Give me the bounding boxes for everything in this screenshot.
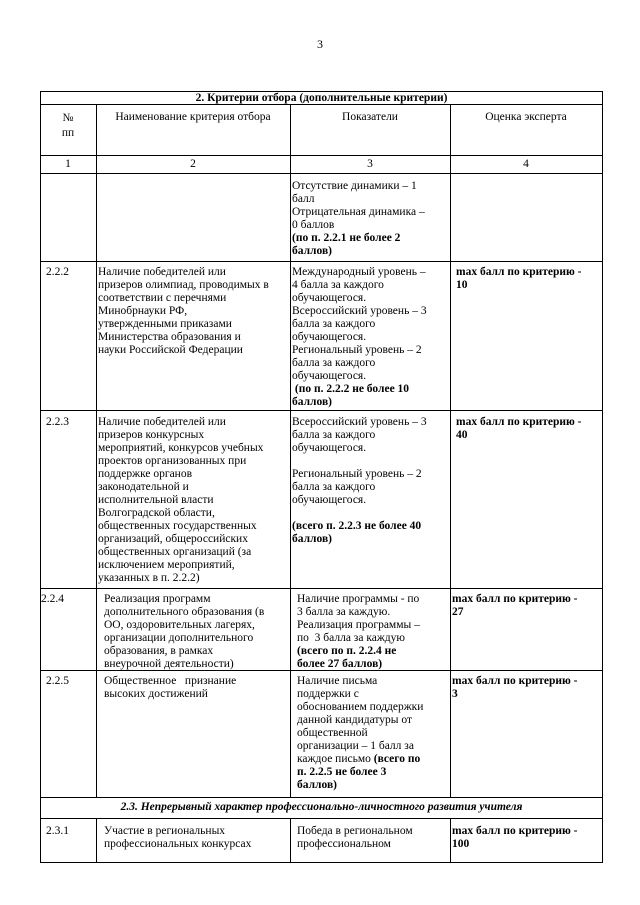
row-2-2-5-score: max балл по критерию - 3 bbox=[452, 675, 578, 700]
row-2-2-5-indicators bbox=[297, 675, 423, 792]
section-2-3-title: 2.3. Непрерывный характер профессионально-личностного развития учителя bbox=[120, 801, 523, 813]
row-2-2-5-number: 2.2.5 bbox=[46, 675, 69, 687]
row-2-2-4-number: 2.2.4 bbox=[41, 593, 64, 605]
cont-indicators-limit: (по п. 2.2.1 не более 2 баллов) bbox=[292, 232, 401, 257]
row-2-3-1-score: max балл по критерию - 100 bbox=[452, 825, 578, 850]
col-number-2: 2 bbox=[190, 158, 196, 170]
row-2-2-2-score: max балл по критерию - 10 bbox=[456, 266, 582, 291]
row-2-3-1-indicators: Победа в региональном профессиональном bbox=[297, 825, 413, 850]
row-2-2-2-name: Наличие победителей или призеров олимпиад, проводимых в соответствии с перечнями Минобрнауки РФ, утвержденными приказами Министерства образования и науки Российской Федерации bbox=[98, 266, 269, 356]
row-2-3-1-name: Участие в региональных профессиональных конкурсах bbox=[104, 825, 252, 850]
cont-indicators bbox=[292, 180, 425, 258]
row-2-2-4-score: max балл по критерию - 27 bbox=[452, 593, 578, 618]
row-2-2-2-indicators-limit: (по п. 2.2.2 не более 10 баллов) bbox=[292, 383, 410, 408]
row-2-2-5-indicators-text: Наличие письма поддержки с обоснованием поддержки данной кандидатуры от общественной организации – 1 балл за каждое письмо bbox=[297, 675, 424, 765]
header-indicators: Показатели bbox=[342, 111, 398, 123]
header-expert-score: Оценка эксперта bbox=[485, 111, 567, 123]
row-2-2-4-indicators-text: Наличие программы - по 3 балла за каждую. Реализация программы – по 3 балла за каждую bbox=[297, 593, 420, 644]
cont-indicators-text: Отсутствие динамики – 1 балл Отрицательная динамика – 0 баллов bbox=[292, 180, 425, 231]
col-number-3: 3 bbox=[367, 158, 373, 170]
row-2-2-5-name: Общественное признание высоких достижений bbox=[104, 675, 237, 700]
col-number-1: 1 bbox=[65, 158, 71, 170]
row-2-2-3-indicators-text: Всероссийский уровень – 3 балла за каждого обучающегося. Региональный уровень – 2 балла за каждого обучающегося. bbox=[292, 416, 427, 506]
section-2-title: 2. Критерии отбора (дополнительные критерии) bbox=[195, 92, 448, 104]
row-2-2-3-score: max балл по критерию - 40 bbox=[456, 416, 582, 441]
row-2-2-3-name: Наличие победителей или призеров конкурсных мероприятий, конкурсов учебных проектов организованных при поддержке органов законодательной и исполнительной власти Волгоградской области, общественных государственных организаций, общероссийских общественных организаций (за исключением мероприятий, указанных в п. 2.2.2) bbox=[98, 416, 264, 584]
row-2-2-3-indicators-limit: (всего п. 2.2.3 не более 40 баллов) bbox=[292, 520, 422, 545]
row-2-2-5-indicators-limit-start: (всего по bbox=[370, 753, 421, 765]
row-2-2-4-name: Реализация программ дополнительного образования (в ОО, оздоровительных лагерях, организации дополнительного образования, в рамках внеурочной деятельности) bbox=[104, 593, 265, 670]
row-2-2-4-indicators-limit: (всего по п. 2.2.4 не более 27 баллов) bbox=[297, 645, 397, 670]
row-2-2-2-indicators bbox=[292, 266, 427, 409]
row-2-2-2-indicators-text: Международный уровень – 4 балла за каждого обучающегося. Всероссийский уровень – 3 балла за каждого обучающегося. Региональный уровень – 2 балла за каждого обучающегося. bbox=[292, 266, 427, 382]
row-2-2-3-indicators bbox=[292, 416, 427, 546]
page-number: 3 bbox=[317, 37, 323, 51]
row-2-2-2-number: 2.2.2 bbox=[46, 266, 69, 278]
header-criterion-name: Наименование критерия отбора bbox=[115, 111, 271, 123]
row-2-2-4-indicators bbox=[297, 593, 420, 671]
row-2-3-1-number: 2.3.1 bbox=[46, 825, 69, 837]
header-number: № пп bbox=[61, 112, 75, 139]
col-number-4: 4 bbox=[523, 158, 529, 170]
row-2-2-5-indicators-limit: п. 2.2.5 не более 3 баллов) bbox=[297, 766, 387, 791]
row-2-2-3-number: 2.2.3 bbox=[46, 416, 69, 428]
